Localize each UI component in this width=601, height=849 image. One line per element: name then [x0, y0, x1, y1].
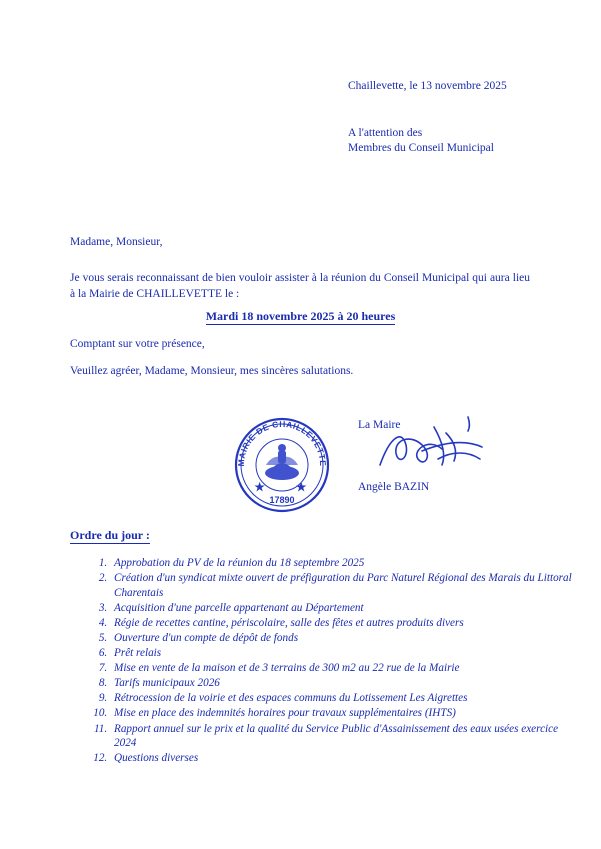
body-paragraph: Je vous serais reconnaissant de bien vouloir assister à la réunion du Conseil Municipal qui aura lieu à la Mairie de CHAILLEVETTE le :	[70, 272, 530, 300]
attention-line-2: Membres du Conseil Municipal	[348, 142, 494, 154]
list-item: 10. Mise en place des indemnités horaires pour travaux supplémentaires (IHTS)	[110, 706, 580, 721]
list-item: 4. Régie de recettes cantine, périscolaire, salle des fêtes et autres produits divers	[110, 616, 580, 631]
list-item: 1. Approbation du PV de la réunion du 18 septembre 2025	[110, 556, 580, 571]
signature-mark	[372, 407, 492, 487]
list-item: 7. Mise en vente de la maison et de 3 terrains de 300 m2 au 22 rue de la Mairie	[110, 661, 580, 676]
svg-text:MAIRIE DE CHAILLEVETTE: MAIRIE DE CHAILLEVETTE	[235, 418, 329, 467]
closing-line: Veuillez agréer, Madame, Monsieur, mes sincères salutations.	[70, 365, 354, 377]
official-stamp-icon	[232, 415, 332, 515]
attention-block	[348, 126, 494, 156]
list-item: 3. Acquisition d'une parcelle appartenant au Département	[110, 601, 580, 616]
agenda-list	[80, 556, 580, 766]
list-item: 5. Ouverture d'un compte de dépôt de fonds	[110, 631, 580, 646]
list-item: 12. Questions diverses	[110, 751, 580, 766]
mayor-title: La Maire	[358, 419, 401, 431]
mayor-name: Angèle BAZIN	[358, 481, 430, 493]
meeting-datetime-text: Mardi 18 novembre 2025 à 20 heures	[205, 309, 396, 323]
list-item: 9. Rétrocession de la voirie et des espaces communs du Lotissement Les Aigrettes	[110, 691, 580, 706]
counting-line: Comptant sur votre présence,	[70, 338, 205, 350]
list-item: 11. Rapport annuel sur le prix et la qualité du Service Public d'Assainissement des eaux usées exercice 2024	[110, 722, 580, 751]
list-item: 8. Tarifs municipaux 2026	[110, 676, 580, 691]
list-item: 6. Prêt relais	[110, 646, 580, 661]
list-item: 2. Création d'un syndicat mixte ouvert de préfiguration du Parc Naturel Régional des Marais du Littoral Charentais	[110, 571, 580, 600]
agenda-title-text: Ordre du jour :	[70, 528, 150, 542]
date-line: Chaillevette, le 13 novembre 2025	[348, 80, 507, 92]
attention-line-1: A l'attention des	[348, 127, 423, 139]
svg-text:17890: 17890	[269, 495, 295, 505]
meeting-datetime	[0, 309, 601, 324]
agenda-title	[70, 528, 150, 543]
salutation: Madame, Monsieur,	[70, 236, 163, 248]
